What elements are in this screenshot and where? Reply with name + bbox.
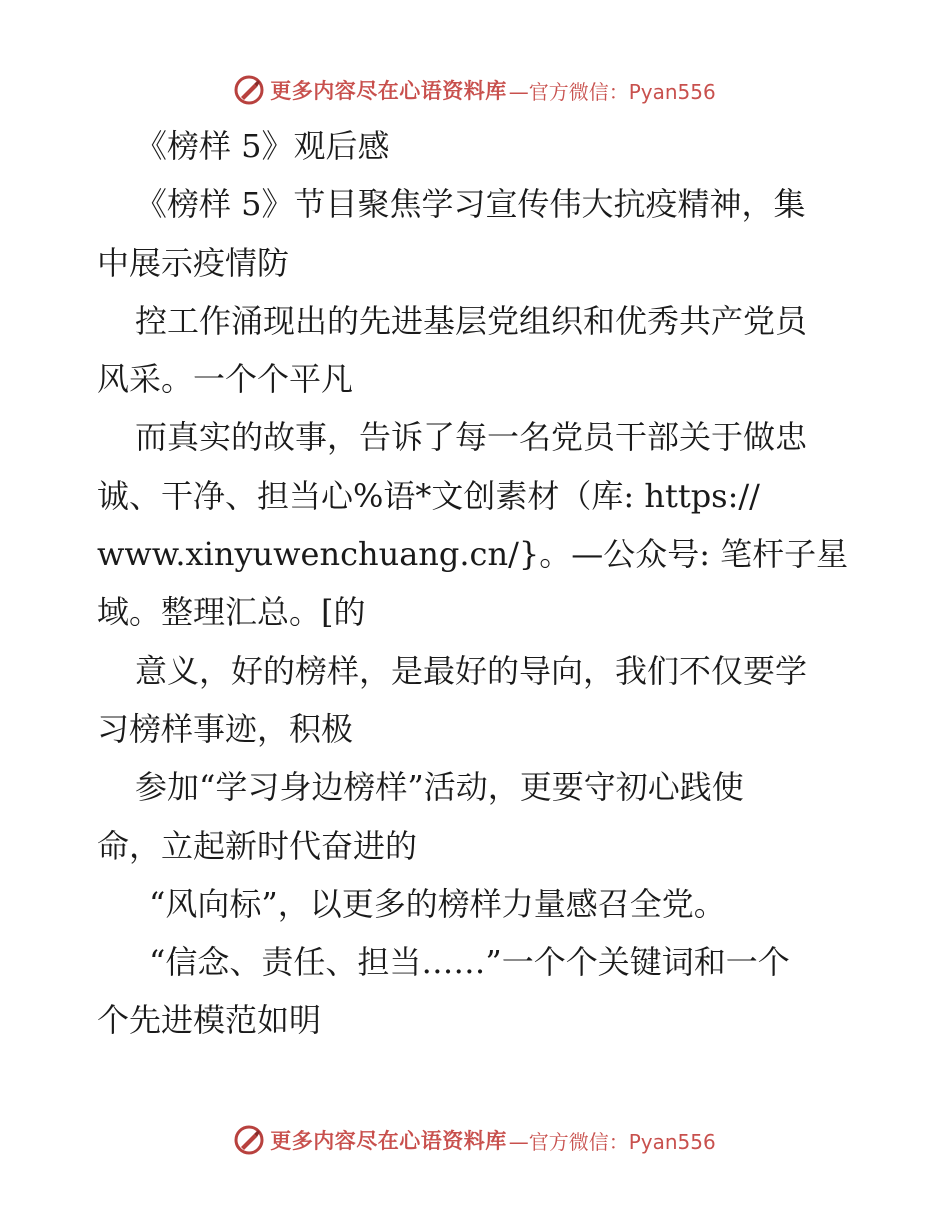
text-line: 而真实的故事，告诉了每一名党员干部关于做忠 — [135, 418, 808, 457]
text-line: “信念、责任、担当……”一个个关键词和一个 — [149, 943, 790, 982]
text-line: 《榜样 5》节目聚焦学习宣传伟大抗疫精神，集 — [135, 185, 806, 224]
text-line: 域。整理汇总。[的 — [97, 593, 366, 632]
header-banner — [0, 70, 950, 110]
text-line: 控工作涌现出的先进基层党组织和优秀共产党员 — [135, 301, 808, 340]
banner-wechat: —官方微信：Pyan556 — [508, 1129, 716, 1154]
text-line: www.xinyuwenchuang.cn/}。—公众号: 笔杆子星 — [97, 535, 849, 574]
banner-title: 更多内容尽在心语资料库 — [270, 1128, 507, 1153]
document-body — [97, 117, 867, 1050]
text-line: 命，立起新时代奋进的 — [97, 826, 418, 865]
text-line: “风向标”，以更多的榜样力量感召全党。 — [149, 884, 726, 923]
text-line: 个先进模范如明 — [97, 1001, 322, 1040]
doc-title: 《榜样 5》观后感 — [135, 127, 390, 165]
text-line: 意义，好的榜样，是最好的导向，我们不仅要学 — [135, 651, 808, 690]
text-line: 风采。一个个平凡 — [97, 360, 354, 399]
text-line: 中展示疫情防 — [97, 243, 290, 282]
footer-banner — [0, 1120, 950, 1160]
text-line: 习榜样事迹，积极 — [97, 709, 354, 748]
text-line: 参加“学习身边榜样”活动，更要守初心践使 — [135, 768, 744, 807]
banner-wechat: —官方微信：Pyan556 — [508, 79, 716, 104]
logo-icon — [234, 75, 264, 105]
logo-icon — [234, 1125, 264, 1155]
banner-title: 更多内容尽在心语资料库 — [270, 78, 507, 103]
text-line: 诚、干净、担当心%语*文创素材（库: https:// — [97, 476, 760, 515]
